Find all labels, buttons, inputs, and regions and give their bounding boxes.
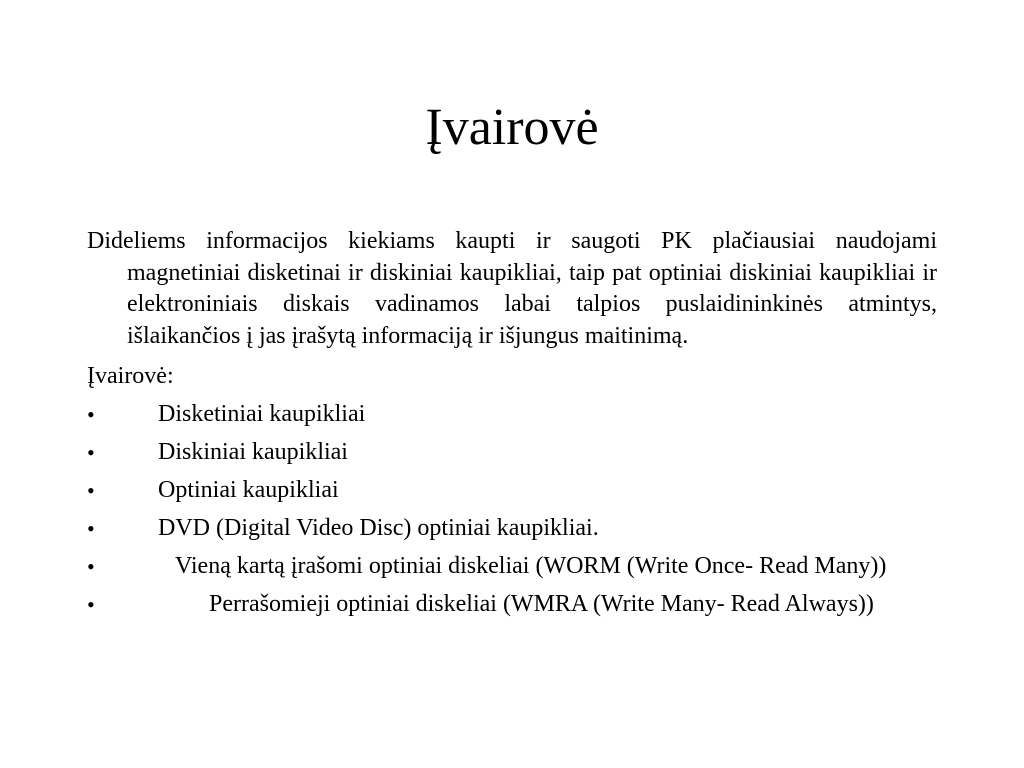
list-item [87,589,937,620]
list-item [87,551,937,582]
list-item-text: Diskiniai kaupikliai [158,438,348,465]
intro-paragraph: Dideliems informacijos kiekiams kaupti ir saugoti PK plačiausiai naudojami magnetiniai disketinai ir diskiniai kaupikliai, taip pat optiniai diskiniai kaupikliai ir elektroniniais diskais vadinamos labai talpios puslaidininkinės atmintys, išlaikančios į jas įrašytą informaciją ir išjungus maitinimą. [87,228,937,349]
list-item [87,513,937,544]
list-item [87,475,937,506]
list-item [87,399,937,430]
slide-body [87,226,937,627]
bullet-icon: • [87,591,95,617]
list-item-text: Vieną kartą įrašomi optiniai diskeliai (WORM (Write Once- Read Many)) [175,552,887,579]
bullet-list [87,399,937,620]
bullet-icon: • [87,439,95,465]
list-item-text: Disketiniai kaupikliai [158,400,366,427]
bullet-icon: • [87,553,95,579]
list-item-text: Perrašomieji optiniai diskeliai (WMRA (Write Many- Read Always)) [209,590,874,617]
bullet-icon: • [87,515,95,541]
bullet-icon: • [87,401,95,427]
list-label: Įvairovė: [87,363,174,389]
bullet-icon: • [87,477,95,503]
list-item [87,437,937,468]
list-item-text: Optiniai kaupikliai [158,476,339,503]
list-item-text: DVD (Digital Video Disc) optiniai kaupikliai. [158,514,599,541]
slide-title: Įvairovė [425,99,599,156]
